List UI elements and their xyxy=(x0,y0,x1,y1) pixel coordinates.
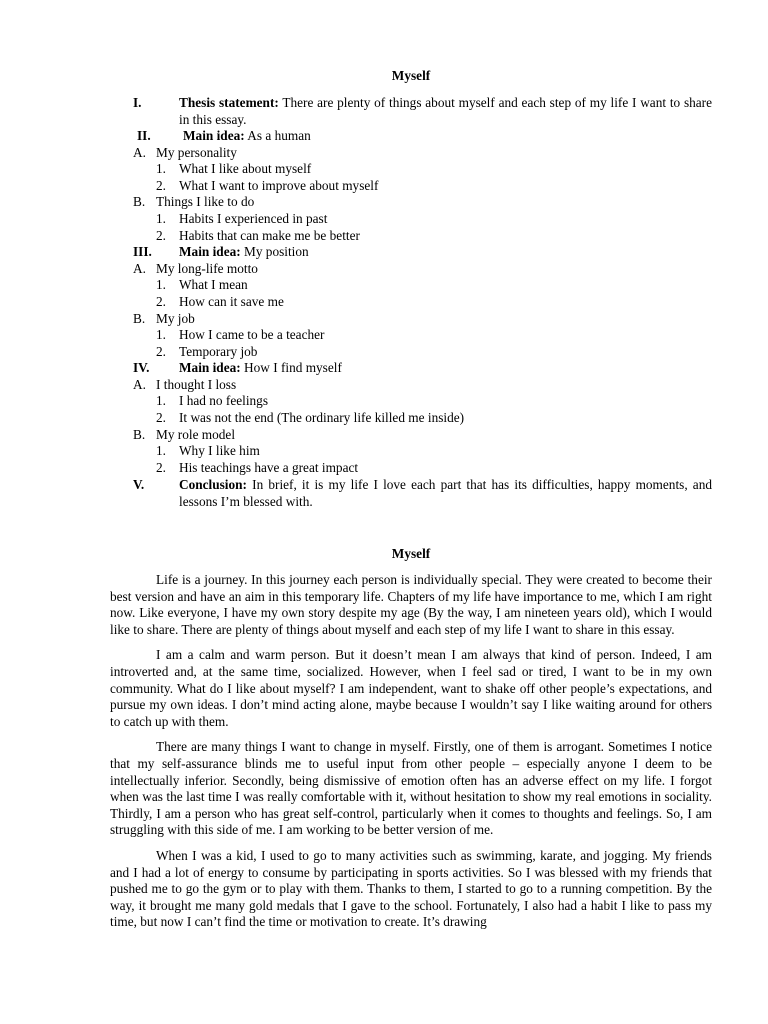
essay-body xyxy=(110,572,712,940)
essay-paragraph: When I was a kid, I used to go to many activities such as swimming, karate, and jogging. My friends and I had a lot of energy to consume by participating in sports activities. So I was blessed with my friends that pushed me to go the gym or to play with them. Thanks to them, I started to go to a running competition. By the way, it brought me many gold medals that I gave to the school. Fortunately, I also had a habit I like to pass my time, but now I can’t find the time or motivation to create. It’s drawing xyxy=(110,847,712,930)
sub-letter: B. xyxy=(133,194,146,209)
item-number: 1. xyxy=(156,443,166,458)
sub-letter: B. xyxy=(133,427,146,442)
sub-heading: I thought I loss xyxy=(156,377,237,392)
outline-item: Habits I experienced in past xyxy=(179,211,328,226)
outline-title: Myself xyxy=(391,68,431,83)
section-2-heading xyxy=(183,128,311,145)
sub-letter: A. xyxy=(133,145,146,160)
outline-item: What I want to improve about myself xyxy=(179,178,379,193)
essay-paragraph: There are many things I want to change in myself. Firstly, one of them is arrogant. Sometimes I notice that my self-assurance blinds me to useful input from other people – especially anyone I deem to be intellectually inferior. Secondly, being dismissive of emotion often has an adverse effect on my life. I forgot when was the last time I was really comfortable with it, without hesitation to show my real emotions in sociality. Thirdly, I am a person who has great self-control, particularly when it comes to thoughts and feelings. So, I am struggling with this side of me. I am working to be better version of me. xyxy=(110,739,712,838)
item-number: 1. xyxy=(156,393,166,408)
item-number: 2. xyxy=(156,178,166,193)
section-2-numeral: II. xyxy=(137,128,151,143)
outline-item: What I like about myself xyxy=(179,161,312,176)
item-number: 2. xyxy=(156,410,166,425)
thesis-text: There are plenty of things about myself and each step of my life I want to share in this essay. xyxy=(179,95,712,127)
section-3-heading xyxy=(179,244,309,261)
outline-item: Why I like him xyxy=(179,443,260,458)
item-number: 1. xyxy=(156,277,166,292)
thesis-label: Thesis statement: xyxy=(179,95,279,110)
section-4-numeral: IV. xyxy=(133,360,150,375)
outline-item: How can it save me xyxy=(179,294,284,309)
item-number: 1. xyxy=(156,161,166,176)
sub-heading: Things I like to do xyxy=(156,194,255,209)
section-2-text: As a human xyxy=(247,128,311,143)
section-4-heading xyxy=(179,360,342,377)
item-number: 1. xyxy=(156,327,166,342)
item-number: 2. xyxy=(156,460,166,475)
conclusion-numeral: V. xyxy=(133,477,145,492)
outline-item: I had no feelings xyxy=(179,393,268,408)
outline-item: Temporary job xyxy=(179,344,258,359)
item-number: 2. xyxy=(156,228,166,243)
section-3-text: My position xyxy=(244,244,309,259)
sub-letter: A. xyxy=(133,261,146,276)
item-number: 2. xyxy=(156,294,166,309)
thesis-numeral: I. xyxy=(133,95,142,110)
outline-item: It was not the end (The ordinary life killed me inside) xyxy=(179,410,465,425)
conclusion xyxy=(179,477,712,510)
sub-heading: My long-life motto xyxy=(156,261,258,276)
section-3-numeral: III. xyxy=(133,244,152,259)
item-number: 1. xyxy=(156,211,166,226)
conclusion-label: Conclusion: xyxy=(179,477,247,492)
main-idea-label: Main idea: xyxy=(179,244,241,259)
sub-heading: My role model xyxy=(156,427,236,442)
essay-paragraph: I am a calm and warm person. But it doesn’t mean I am always that kind of person. Indeed, I am introverted and, at the same time, socialized. However, when I feel sad or tired, I want to be in my own community. What do I like about myself? I am independent, want to shake off other people’s expectations, and pursue my own ideas. I don’t mind acting alone, maybe because I wouldn’t say I like waiting around for others to catch up with them. xyxy=(110,647,712,729)
sub-heading: My personality xyxy=(156,145,237,160)
main-idea-label: Main idea: xyxy=(183,128,245,143)
conclusion-text: In brief, it is my life I love each part that has its difficulties, happy moments, and lessons I’m blessed with. xyxy=(179,477,712,509)
sub-heading: My job xyxy=(156,311,195,326)
item-number: 2. xyxy=(156,344,166,359)
outline-item: What I mean xyxy=(179,277,248,292)
outline-item: His teachings have a great impact xyxy=(179,460,359,475)
sub-letter: A. xyxy=(133,377,146,392)
main-idea-label: Main idea: xyxy=(179,360,241,375)
outline-item: How I came to be a teacher xyxy=(179,327,325,342)
thesis-statement xyxy=(179,95,712,128)
essay-paragraph: Life is a journey. In this journey each person is individually special. They were created to become their best version and have an aim in this temporary life. Chapters of my life have importance to me, which I am right now. Like everyone, I have my own story despite my age (By the way, I am nineteen years old), which I would like to share. There are plenty of things about myself and each step of my life I want to share in this essay. xyxy=(110,572,712,637)
outline-item: Habits that can make me be better xyxy=(179,228,360,243)
essay-title: Myself xyxy=(391,546,431,561)
sub-letter: B. xyxy=(133,311,146,326)
section-4-text: How I find myself xyxy=(244,360,342,375)
